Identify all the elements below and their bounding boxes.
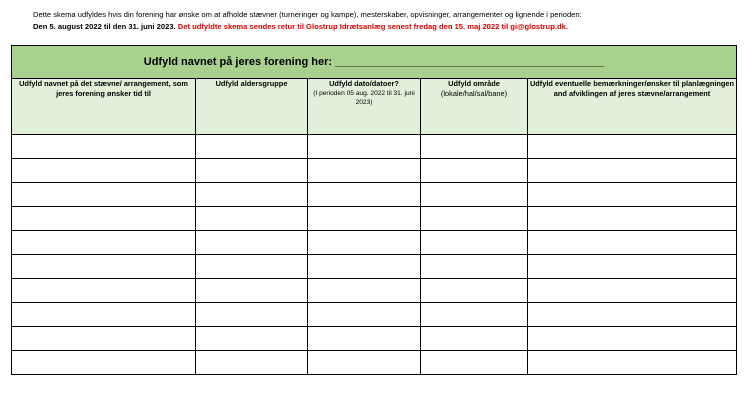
cell-age[interactable] [196, 231, 308, 255]
cell-area[interactable] [421, 279, 528, 303]
period-text: Den 5. august 2022 til den 31. juni 2023. [33, 22, 176, 31]
cell-event[interactable] [12, 303, 196, 327]
cell-date[interactable] [308, 135, 421, 159]
cell-date[interactable] [308, 255, 421, 279]
cell-area[interactable] [421, 303, 528, 327]
header-row [12, 79, 737, 135]
cell-event[interactable] [12, 279, 196, 303]
table-row [12, 159, 737, 183]
cell-event[interactable] [12, 351, 196, 375]
cell-date[interactable] [308, 183, 421, 207]
col-dates: Udfyld dato/datoer? (I perioden 05 aug. 2022 til 31. juni 2023) [308, 79, 421, 135]
cell-event[interactable] [12, 231, 196, 255]
cell-age[interactable] [196, 207, 308, 231]
cell-remarks[interactable] [528, 159, 737, 183]
cell-age[interactable] [196, 303, 308, 327]
cell-area[interactable] [421, 183, 528, 207]
club-name-field[interactable] [12, 46, 737, 79]
cell-event[interactable] [12, 207, 196, 231]
cell-event[interactable] [12, 255, 196, 279]
table-row [12, 303, 737, 327]
table-row [12, 135, 737, 159]
cell-date[interactable] [308, 303, 421, 327]
cell-remarks[interactable] [528, 351, 737, 375]
club-name-banner [12, 46, 737, 79]
cell-area[interactable] [421, 351, 528, 375]
cell-remarks[interactable] [528, 135, 737, 159]
cell-date[interactable] [308, 279, 421, 303]
cell-remarks[interactable] [528, 279, 737, 303]
cell-date[interactable] [308, 327, 421, 351]
cell-area[interactable] [421, 255, 528, 279]
cell-remarks[interactable] [528, 327, 737, 351]
table-row [12, 327, 737, 351]
table-row [12, 279, 737, 303]
event-request-form [11, 45, 737, 375]
cell-age[interactable] [196, 159, 308, 183]
cell-area[interactable] [421, 135, 528, 159]
col-remarks: Udfyld eventuelle bemærkninger/ønsker til planlægningen and afviklingen af jeres stævne/arrangement [528, 79, 737, 135]
cell-area[interactable] [421, 207, 528, 231]
cell-event[interactable] [12, 327, 196, 351]
cell-date[interactable] [308, 231, 421, 255]
cell-event[interactable] [12, 135, 196, 159]
deadline-text: Det udfyldte skema sendes retur til Glostrup Idrætsanlæg senest fredag den 15. maj 2022 til gi@glostrup.dk. [175, 22, 568, 31]
cell-event[interactable] [12, 183, 196, 207]
cell-remarks[interactable] [528, 303, 737, 327]
cell-date[interactable] [308, 351, 421, 375]
table-row [12, 183, 737, 207]
cell-age[interactable] [196, 279, 308, 303]
cell-age[interactable] [196, 351, 308, 375]
intro-line-1: Dette skema udfyldes hvis din forening har ønske om at afholde stævner (turneringer og kampe), mesterskaber, opvisninger, arrangementer og lignende i perioden: [33, 10, 582, 19]
cell-remarks[interactable] [528, 207, 737, 231]
club-name-label: Udfyld navnet på jeres forening her: [143, 56, 333, 68]
cell-area[interactable] [421, 231, 528, 255]
intro-line-2 [33, 21, 733, 33]
table-row [12, 255, 737, 279]
cell-remarks[interactable] [528, 183, 737, 207]
cell-remarks[interactable] [528, 255, 737, 279]
cell-area[interactable] [421, 327, 528, 351]
cell-area[interactable] [421, 159, 528, 183]
table-row [12, 351, 737, 375]
intro-text [33, 9, 733, 33]
col-age-group: Udfyld aldersgruppe [196, 79, 308, 135]
col-area: Udfyld område (lokale/hal/sal/bane) [421, 79, 528, 135]
cell-age[interactable] [196, 183, 308, 207]
cell-event[interactable] [12, 159, 196, 183]
col-event-name: Udfyld navnet på det stævne/ arrangement, som jeres forening ønsker tid til [12, 79, 196, 135]
cell-age[interactable] [196, 135, 308, 159]
cell-age[interactable] [196, 255, 308, 279]
cell-date[interactable] [308, 159, 421, 183]
table-row [12, 207, 737, 231]
table-row [12, 231, 737, 255]
club-name-blank: ____________________________________________ [332, 56, 605, 68]
cell-date[interactable] [308, 207, 421, 231]
cell-age[interactable] [196, 327, 308, 351]
cell-remarks[interactable] [528, 231, 737, 255]
